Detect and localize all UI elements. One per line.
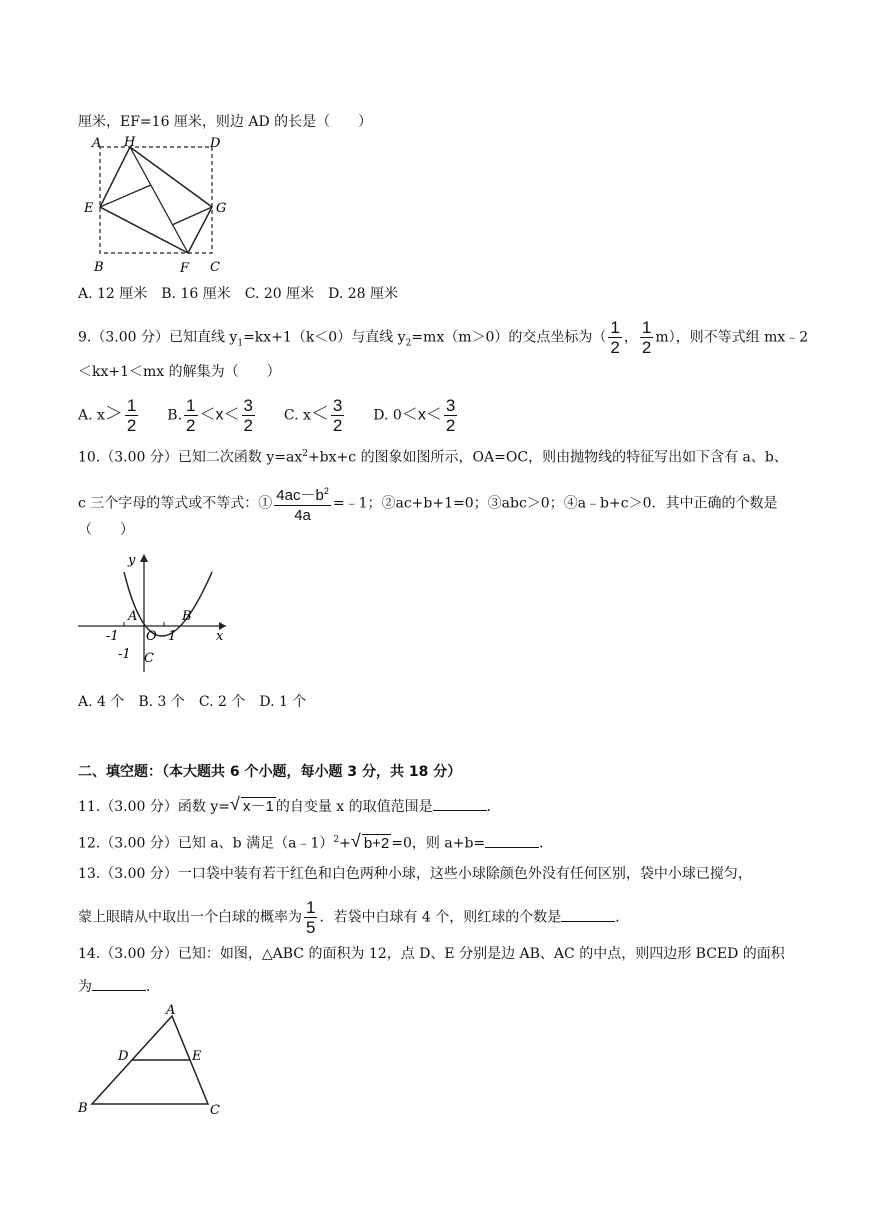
q9-part4: m），则不等式组 mx﹣2 xyxy=(655,329,809,346)
q12-plus: + xyxy=(339,835,351,852)
q9-optB-mid: ＜x＜ xyxy=(199,406,240,424)
q10-line3: （ ） xyxy=(78,522,134,538)
q13-line1: 13.（3.00 分）一口袋中装有若干红色和白色两种小球，这些小球除颜色外没有任何区别，袋中小球已搅匀， xyxy=(78,866,752,882)
q8-label-D: D xyxy=(210,136,221,151)
q9-comma: ， xyxy=(623,329,638,346)
q10-label-A: A xyxy=(128,609,138,624)
q11-end: ． xyxy=(486,799,501,815)
q14-triangle-figure xyxy=(76,1000,236,1120)
q9-part2: =kx+1（k＜0）与直线 y xyxy=(243,329,406,346)
q12-sqrt: √ b+2 xyxy=(350,830,390,852)
q9-options xyxy=(78,396,459,435)
q9-line2: ＜kx+1＜mx 的解集为（ ） xyxy=(78,364,281,380)
q9-optD-mid: ＜x＜ xyxy=(401,406,442,424)
q8-label-E: E xyxy=(84,201,94,216)
q9-optB-frac1: $\frac{1}{2}$ xyxy=(186,396,196,435)
q11-post: 的自变量 x 的取值范围是 xyxy=(275,799,433,815)
q11-line xyxy=(78,796,501,817)
q10-line1b: +bx+c 的图象如图所示，OA=OC，则由抛物线的特征写出如下含有 a、b、 xyxy=(307,449,788,466)
q10-line2b: =﹣1；②ac+b+1=0；③abc＞0；④a﹣b+c＞0．其中正确的个数是 xyxy=(332,495,778,512)
q14-line2 xyxy=(78,976,160,997)
section2-heading: 二、填空题：（本大题共 6 个小题，每小题 3 分，共 18 分） xyxy=(78,764,462,780)
q14-line1: 14.（3.00 分）已知：如图，△ABC 的面积为 12，点 D、E 分别是边 AB、AC 的中点，则四边形 BCED 的面积 xyxy=(78,946,785,962)
q13-fraction: $\frac{1}{5}$ xyxy=(306,898,316,937)
q9-optD-label: D. 0 xyxy=(373,407,402,424)
q13-end: ． xyxy=(615,909,630,926)
q9-optB-label: B. xyxy=(167,407,183,424)
q10-line2a: c 三个字母的等式或不等式：① xyxy=(78,495,273,512)
q10-label-x: x xyxy=(216,629,224,644)
q10-label-C: C xyxy=(144,651,154,666)
q10-label-neg1-y: -1 xyxy=(118,647,131,662)
q8-label-F: F xyxy=(180,261,190,276)
q9-optA-label: A. x xyxy=(78,407,105,424)
q10-sup: 2 xyxy=(302,449,308,459)
q9-optC-rel: ＜ xyxy=(310,403,329,424)
q14-label-D: D xyxy=(118,1049,129,1064)
q8-rectangle-figure xyxy=(80,135,240,280)
q13-answer-blank[interactable] xyxy=(561,907,615,922)
q8-stem-tail: 厘米，EF=16 厘米，则边 AD 的长是（ ） xyxy=(78,114,373,130)
q9-optA-rel: ＞ xyxy=(104,403,123,424)
q9-frac1: $\frac{1}{2}$ xyxy=(610,318,620,357)
q11-sqrt: √ x－1 xyxy=(229,794,274,815)
q11-pre: 11.（3.00 分）函数 y= xyxy=(78,799,230,815)
q8-label-H: H xyxy=(124,135,136,150)
q10-label-B: B xyxy=(182,609,192,624)
q8-label-A: A xyxy=(92,136,102,151)
q14-label-B: B xyxy=(78,1101,88,1116)
q14-end: ． xyxy=(146,979,160,995)
q14-label-E: E xyxy=(192,1049,202,1064)
q12-post: =0，则 a+b= xyxy=(391,835,486,852)
q10-line1 xyxy=(78,444,788,468)
q8-label-G: G xyxy=(216,201,227,216)
q10-line2 xyxy=(78,482,777,525)
q9-part3: =mx（m＞0）的交点坐标为（ xyxy=(411,329,607,346)
q13-line2a: 蒙上眼睛从中取出一个白球的概率为 xyxy=(78,909,302,926)
q8-label-C: C xyxy=(210,260,220,275)
q10-options: A. 4 个 B. 3 个 C. 2 个 D. 1 个 xyxy=(78,694,307,710)
q12-line xyxy=(78,830,553,854)
q11-answer-blank[interactable] xyxy=(433,796,487,811)
q10-label-O: O xyxy=(146,629,157,644)
q10-label-y: y xyxy=(128,553,136,568)
q9-optA-frac: $\frac{1}{2}$ xyxy=(126,396,137,435)
q8-label-B: B xyxy=(94,260,104,275)
q9-optC-label: C. x xyxy=(283,407,311,424)
q12-answer-blank[interactable] xyxy=(485,833,539,848)
q14-label-A: A xyxy=(166,1003,176,1018)
q10-line1a: 10.（3.00 分）已知二次函数 y=ax xyxy=(78,449,303,466)
q13-line2 xyxy=(78,898,629,937)
q12-pre: 12.（3.00 分）已知 a、b 满足（a﹣1） xyxy=(78,835,334,852)
q14-line2a: 为 xyxy=(78,979,92,995)
q9-part1: 9.（3.00 分）已知直线 y xyxy=(78,329,238,346)
q9-sub2: 2 xyxy=(405,338,412,349)
q14-label-C: C xyxy=(210,1103,220,1118)
q9-optB-frac2: $\frac{3}{2}$ xyxy=(243,396,253,435)
q9-frac2: $\frac{1}{2}$ xyxy=(641,318,652,357)
q9-optC-frac: $\frac{3}{2}$ xyxy=(332,396,343,435)
q12-sup: 2 xyxy=(333,835,340,845)
q9-optD-frac: $\frac{3}{2}$ xyxy=(445,396,456,435)
q12-end: ． xyxy=(539,835,554,852)
q10-label-1: 1 xyxy=(168,629,177,644)
q14-answer-blank[interactable] xyxy=(92,976,146,991)
q13-line2b: ．若袋中白球有 4 个，则红球的个数是 xyxy=(319,909,562,926)
q10-parabola-figure xyxy=(76,548,236,678)
q9-line1 xyxy=(78,318,808,357)
q8-options: A. 12 厘米 B. 16 厘米 C. 20 厘米 D. 28 厘米 xyxy=(78,286,398,302)
q10-label-neg1-x: -1 xyxy=(106,629,119,644)
q10-fraction: $\frac{4ac-b^2}{4a}$ xyxy=(274,482,331,525)
q9-sub1: 1 xyxy=(237,338,244,349)
